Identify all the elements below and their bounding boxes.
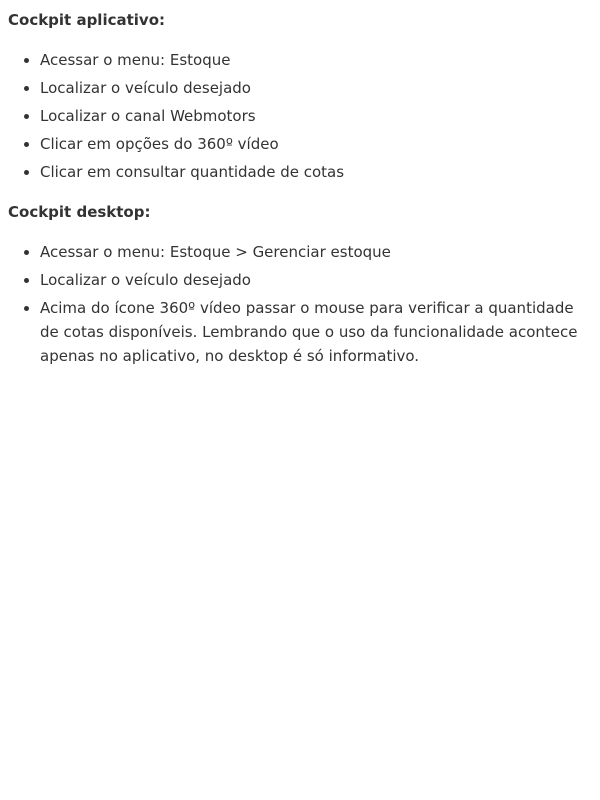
list-item: • Localizar o veículo desejado — [40, 268, 592, 292]
list-item: • Clicar em opções do 360º vídeo — [40, 132, 592, 156]
section-title-aplicativo: Cockpit aplicativo: — [8, 11, 166, 29]
article-body — [0, 0, 600, 368]
steps-list-desktop — [8, 240, 592, 368]
steps-list-aplicativo — [8, 48, 592, 184]
list-item: • Localizar o canal Webmotors — [40, 104, 592, 128]
list-item: • Acima do ícone 360º vídeo passar o mouse para verificar a quantidade de cotas disponíveis. Lembrando que o uso da funcionalidade acontece apenas no aplicativo, no desktop é só informativo. — [40, 296, 592, 368]
list-item: • Localizar o veículo desejado — [40, 76, 592, 100]
list-item: • Clicar em consultar quantidade de cotas — [40, 160, 592, 184]
list-item: • Acessar o menu: Estoque — [40, 48, 592, 72]
list-item: • Acessar o menu: Estoque > Gerenciar estoque — [40, 240, 592, 264]
section-title-desktop: Cockpit desktop: — [8, 203, 151, 221]
